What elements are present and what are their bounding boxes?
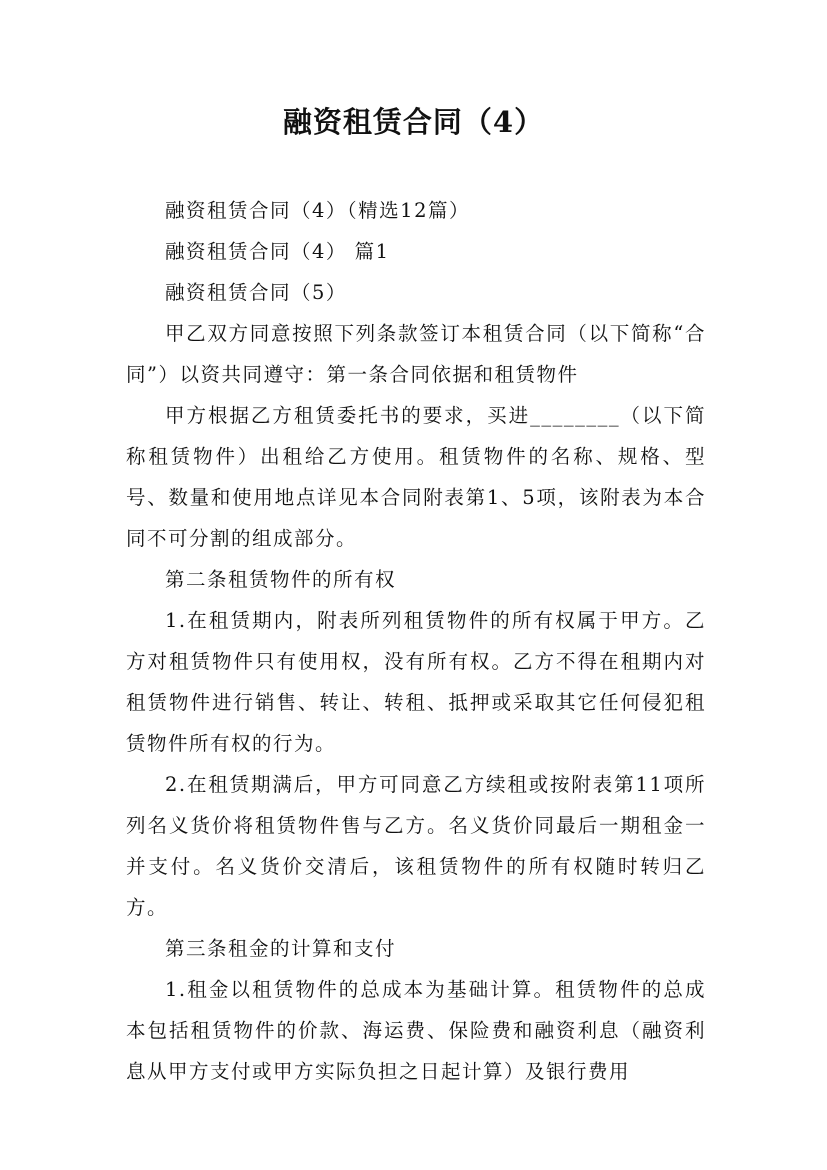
document-title: 融资租赁合同（4）: [282, 105, 545, 139]
paragraph-contract-name: 融资租赁合同（5）: [165, 281, 347, 304]
paragraph-article-2-clause-1: 1.在租赁期内，附表所列租赁物件的所有权属于甲方。乙方对租赁物件只有使用权，没有所有权。乙方不得在租期内对租赁物件进行销售、转让、转租、抵押或采取其它任何侵犯租赁物件所有权的行为。: [126, 609, 706, 755]
paragraph-section-heading: 融资租赁合同（4） 篇1: [165, 240, 390, 263]
paragraph-subtitle: 融资租赁合同（4）（精选12篇）: [165, 199, 470, 222]
paragraph-article-3-clause-1: 1.租金以租赁物件的总成本为基础计算。租赁物件的总成本包括租赁物件的价款、海运费、保险费和融资利息（融资利息从甲方支付或甲方实际负担之日起计算）及银行费用: [126, 978, 706, 1083]
paragraph-article-2-heading: 第二条租赁物件的所有权: [165, 568, 397, 591]
paragraph-article-2-clause-2: 2.在租赁期满后，甲方可同意乙方续租或按附表第11项所列名义货价将租赁物件售与乙方。名义货价同最后一期租金一并支付。名义货价交清后，该租赁物件的所有权随时转归乙方。: [126, 773, 706, 919]
document-body: [126, 190, 706, 1092]
paragraph-preamble: 甲乙双方同意按照下列条款签订本租赁合同（以下简称“合同”）以资共同遵守：第一条合同依据和租赁物件: [126, 322, 706, 386]
paragraph-article-3-heading: 第三条租金的计算和支付: [165, 937, 397, 960]
paragraph-article-1-body: 甲方根据乙方租赁委托书的要求，买进________（以下简称租赁物件）出租给乙方使用。租赁物件的名称、规格、型号、数量和使用地点详见本合同附表第1、5项，该附表为本合同不可分割的组成部分。: [126, 404, 706, 550]
